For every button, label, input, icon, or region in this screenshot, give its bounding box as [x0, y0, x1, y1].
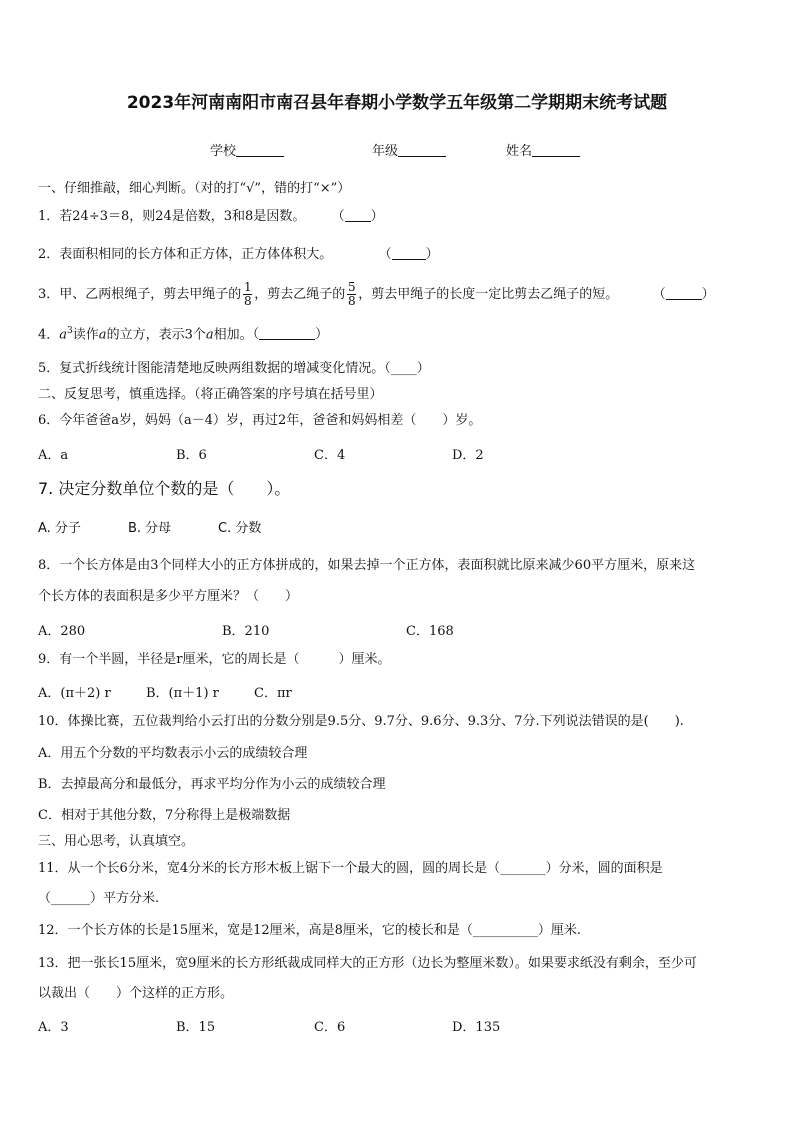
q7-option-c[interactable]: C. 分数	[218, 521, 262, 536]
q13-option-b[interactable]: B．15	[176, 1020, 216, 1035]
question-13-line-2: 以裁出（ ）个这样的正方形。	[38, 986, 234, 1001]
exponent: 3	[67, 326, 73, 336]
variable-a-3: a	[205, 327, 214, 343]
question-2	[38, 245, 439, 264]
school-field[interactable]	[210, 140, 284, 159]
question-12: 12．一个长方体的长是15厘米，宽是12厘米，高是8厘米，它的棱长和是（__________）厘米.	[38, 923, 582, 938]
q6-option-a[interactable]: A．a	[38, 448, 69, 463]
name-field[interactable]	[506, 140, 580, 159]
grade-blank[interactable]	[398, 142, 446, 157]
fraction-one-eighth: $\frac{1}{8}$	[243, 280, 252, 308]
question-3-answer-blank[interactable]: （ ）	[652, 287, 715, 302]
q13-option-a[interactable]: A．3	[38, 1020, 69, 1035]
q6-option-d[interactable]: D．2	[452, 448, 484, 463]
q7-option-a[interactable]: A. 分子	[38, 521, 81, 536]
q13-option-d[interactable]: D．135	[452, 1020, 501, 1035]
variable-a: a	[59, 327, 68, 343]
q8-option-a[interactable]: A．280	[38, 624, 86, 639]
question-4-part2: 的立方，表示3个	[106, 327, 206, 343]
school-blank[interactable]	[236, 142, 284, 157]
name-blank[interactable]	[532, 142, 580, 157]
question-3	[38, 281, 715, 308]
fraction-five-eighths: $\frac{5}{8}$	[347, 280, 356, 308]
q13-option-c[interactable]: C．6	[314, 1020, 346, 1035]
question-7: 7. 决定分数单位个数的是（ ）。	[38, 479, 291, 498]
question-1-answer-blank[interactable]: （ ）	[331, 209, 384, 224]
q8-option-b[interactable]: B．210	[222, 624, 270, 639]
question-4	[38, 322, 328, 344]
question-3-part2: ，剪去乙绳子的	[254, 287, 346, 302]
question-1	[38, 207, 384, 226]
question-4-part3: 相加。	[213, 327, 253, 343]
q10-option-a[interactable]: A．用五个分数的平均数表示小云的成绩较合理	[38, 746, 308, 761]
q10-option-c[interactable]: C．相对于其他分数，7分称得上是极端数据	[38, 808, 291, 823]
grade-field[interactable]	[372, 140, 446, 159]
question-2-text: 2．表面积相同的长方体和正方体，正方体体积大。	[38, 247, 333, 262]
q7-option-b[interactable]: B. 分母	[128, 521, 172, 536]
q9-option-c[interactable]: C．πr	[254, 686, 292, 701]
question-4-answer-blank[interactable]: （ ）	[252, 327, 329, 343]
question-6: 6．今年爸爸a岁，妈妈（a－4）岁，再过2年，爸爸和妈妈相差（ ）岁。	[38, 413, 482, 428]
q10-option-b[interactable]: B．去掉最高分和最低分，再求平均分作为小云的成绩较合理	[38, 777, 386, 792]
question-10: 10．体操比赛，五位裁判给小云打出的分数分别是9.5分、9.7分、9.6分、9.3分、7分.下列说法错误的是( ).	[38, 714, 684, 729]
q6-option-b[interactable]: B．6	[176, 448, 207, 463]
exam-title: 2023年河南南阳市南召县年春期小学数学五年级第二学期期末统考试题	[126, 93, 668, 113]
q8-option-c[interactable]: C．168	[406, 624, 454, 639]
question-1-text: 1．若24÷3＝8，则24是倍数，3和8是因数。	[38, 209, 306, 224]
question-2-answer-blank[interactable]: （ ）	[378, 247, 439, 262]
name-label: 姓名	[506, 144, 533, 159]
question-13-line-1: 13．把一张长15厘米，宽9厘米的长方形纸裁成同样大的正方形（边长为整厘米数）。如果要求纸没有剩余，至少可	[38, 956, 697, 971]
section-3-heading: 三、用心思考，认真填空。	[38, 834, 195, 849]
question-8-line-2: 个长方体的表面积是多少平方厘米？（ ）	[38, 589, 299, 604]
variable-a-2: a	[98, 327, 107, 343]
question-11-line-2: （______）平方分米.	[38, 891, 160, 906]
question-8-line-1: 8．一个长方体是由3个同样大小的正方体拼成的，如果去掉一个正方体，表面积就比原来减少60平方厘米，原来这	[38, 558, 696, 573]
section-1-heading: 一、仔细推敲，细心判断。（对的打“√”，错的打“×”）	[38, 181, 351, 196]
section-2-heading: 二、反复思考，慎重选择。（将正确答案的序号填在括号里）	[38, 387, 383, 402]
question-3-part3: ，剪去甲绳子的长度一定比剪去乙绳子的短。	[358, 287, 619, 302]
question-11-line-1: 11．从一个长6分米，宽4分米的长方形木板上锯下一个最大的圆，圆的周长是（_______）分米，圆的面积是	[38, 861, 663, 876]
school-label: 学校	[210, 144, 237, 159]
q9-option-b[interactable]: B．(π＋1) r	[146, 686, 219, 701]
question-3-part1: 3．甲、乙两根绳子，剪去甲绳子的	[38, 287, 242, 302]
q6-option-c[interactable]: C．4	[314, 448, 346, 463]
question-5: 5．复式折线统计图能清楚地反映两组数据的增减变化情况。（____）	[38, 361, 430, 376]
question-9: 9．有一个半圆，半径是r厘米，它的周长是（ ）厘米。	[38, 652, 391, 667]
q9-option-a[interactable]: A．(π＋2) r	[38, 686, 111, 701]
question-4-number: 4．	[38, 327, 60, 343]
grade-label: 年级	[372, 144, 399, 159]
question-4-part1: 读作	[72, 327, 99, 343]
